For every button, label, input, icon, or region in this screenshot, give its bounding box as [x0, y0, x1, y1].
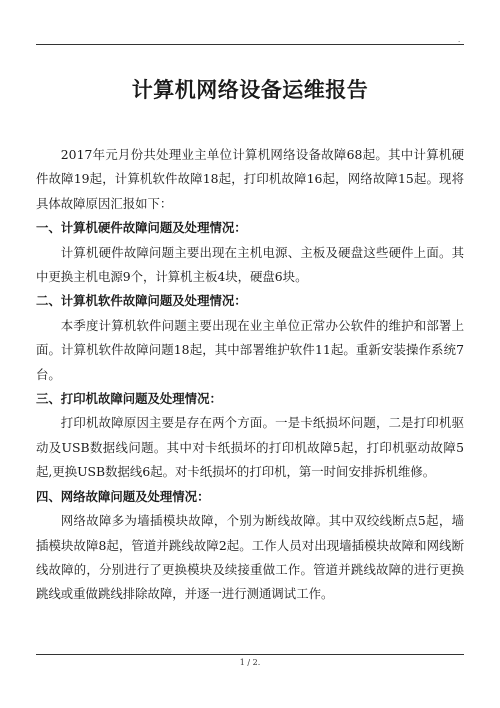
section-body-printer: 打印机故障原因主要是存在两个方面。一是卡纸损坏问题，二是打印机驱动及USB数据线问题。其中对卡纸损坏的打印机故障5起，打印机驱动故障5起,更换USB数据线6起。对卡纸损坏的打印机，第一时间安排拆机维修。	[36, 415, 464, 480]
intro-paragraph: 2017年元月份共处理业主单位计算机网络设备故障68起。其中计算机硬件故障19起，计算机软件故障18起，打印机故障16起，网络故障15起。现将具体故障原因汇报如下：	[36, 147, 464, 211]
footer-rule	[36, 654, 464, 655]
section-heading-software: 二、计算机软件故障问题及处理情况：	[36, 293, 247, 309]
page-number: 1 / 2.	[239, 658, 261, 667]
document-title: 计算机网络设备运维报告	[131, 78, 369, 102]
header-rule	[36, 44, 464, 45]
document-body	[36, 143, 464, 607]
section-heading-printer: 三、打印机故障问题及处理情况：	[36, 391, 222, 407]
header-mark: .	[458, 36, 461, 44]
section-body-hardware: 计算机硬件故障问题主要出现在主机电源、主板及硬盘这些硬件上面。其中更换主机电源9个，计算机主板4块，硬盘6块。	[36, 244, 464, 285]
section-body-network: 网络故障多为墙插模块故障，个别为断线故障。其中双绞线断点5起，墙插模块故障8起，管道并跳线故障2起。工作人员对出现墙插模块故障和网线断线故障的，分别进行了更换模块及续接重做工作。管道并跳线故障的进行更换跳线或重做跳线排除故障，并逐一进行测通调试工作。	[36, 513, 464, 602]
section-heading-network: 四、网络故障问题及处理情况：	[36, 488, 210, 504]
section-body-software: 本季度计算机软件问题主要出现在业主单位正常办公软件的维护和部署上面。计算机软件故障问题18起，其中部署维护软件11起。重新安装操作系统7台。	[36, 317, 464, 382]
section-heading-hardware: 一、计算机硬件故障问题及处理情况：	[36, 220, 247, 236]
